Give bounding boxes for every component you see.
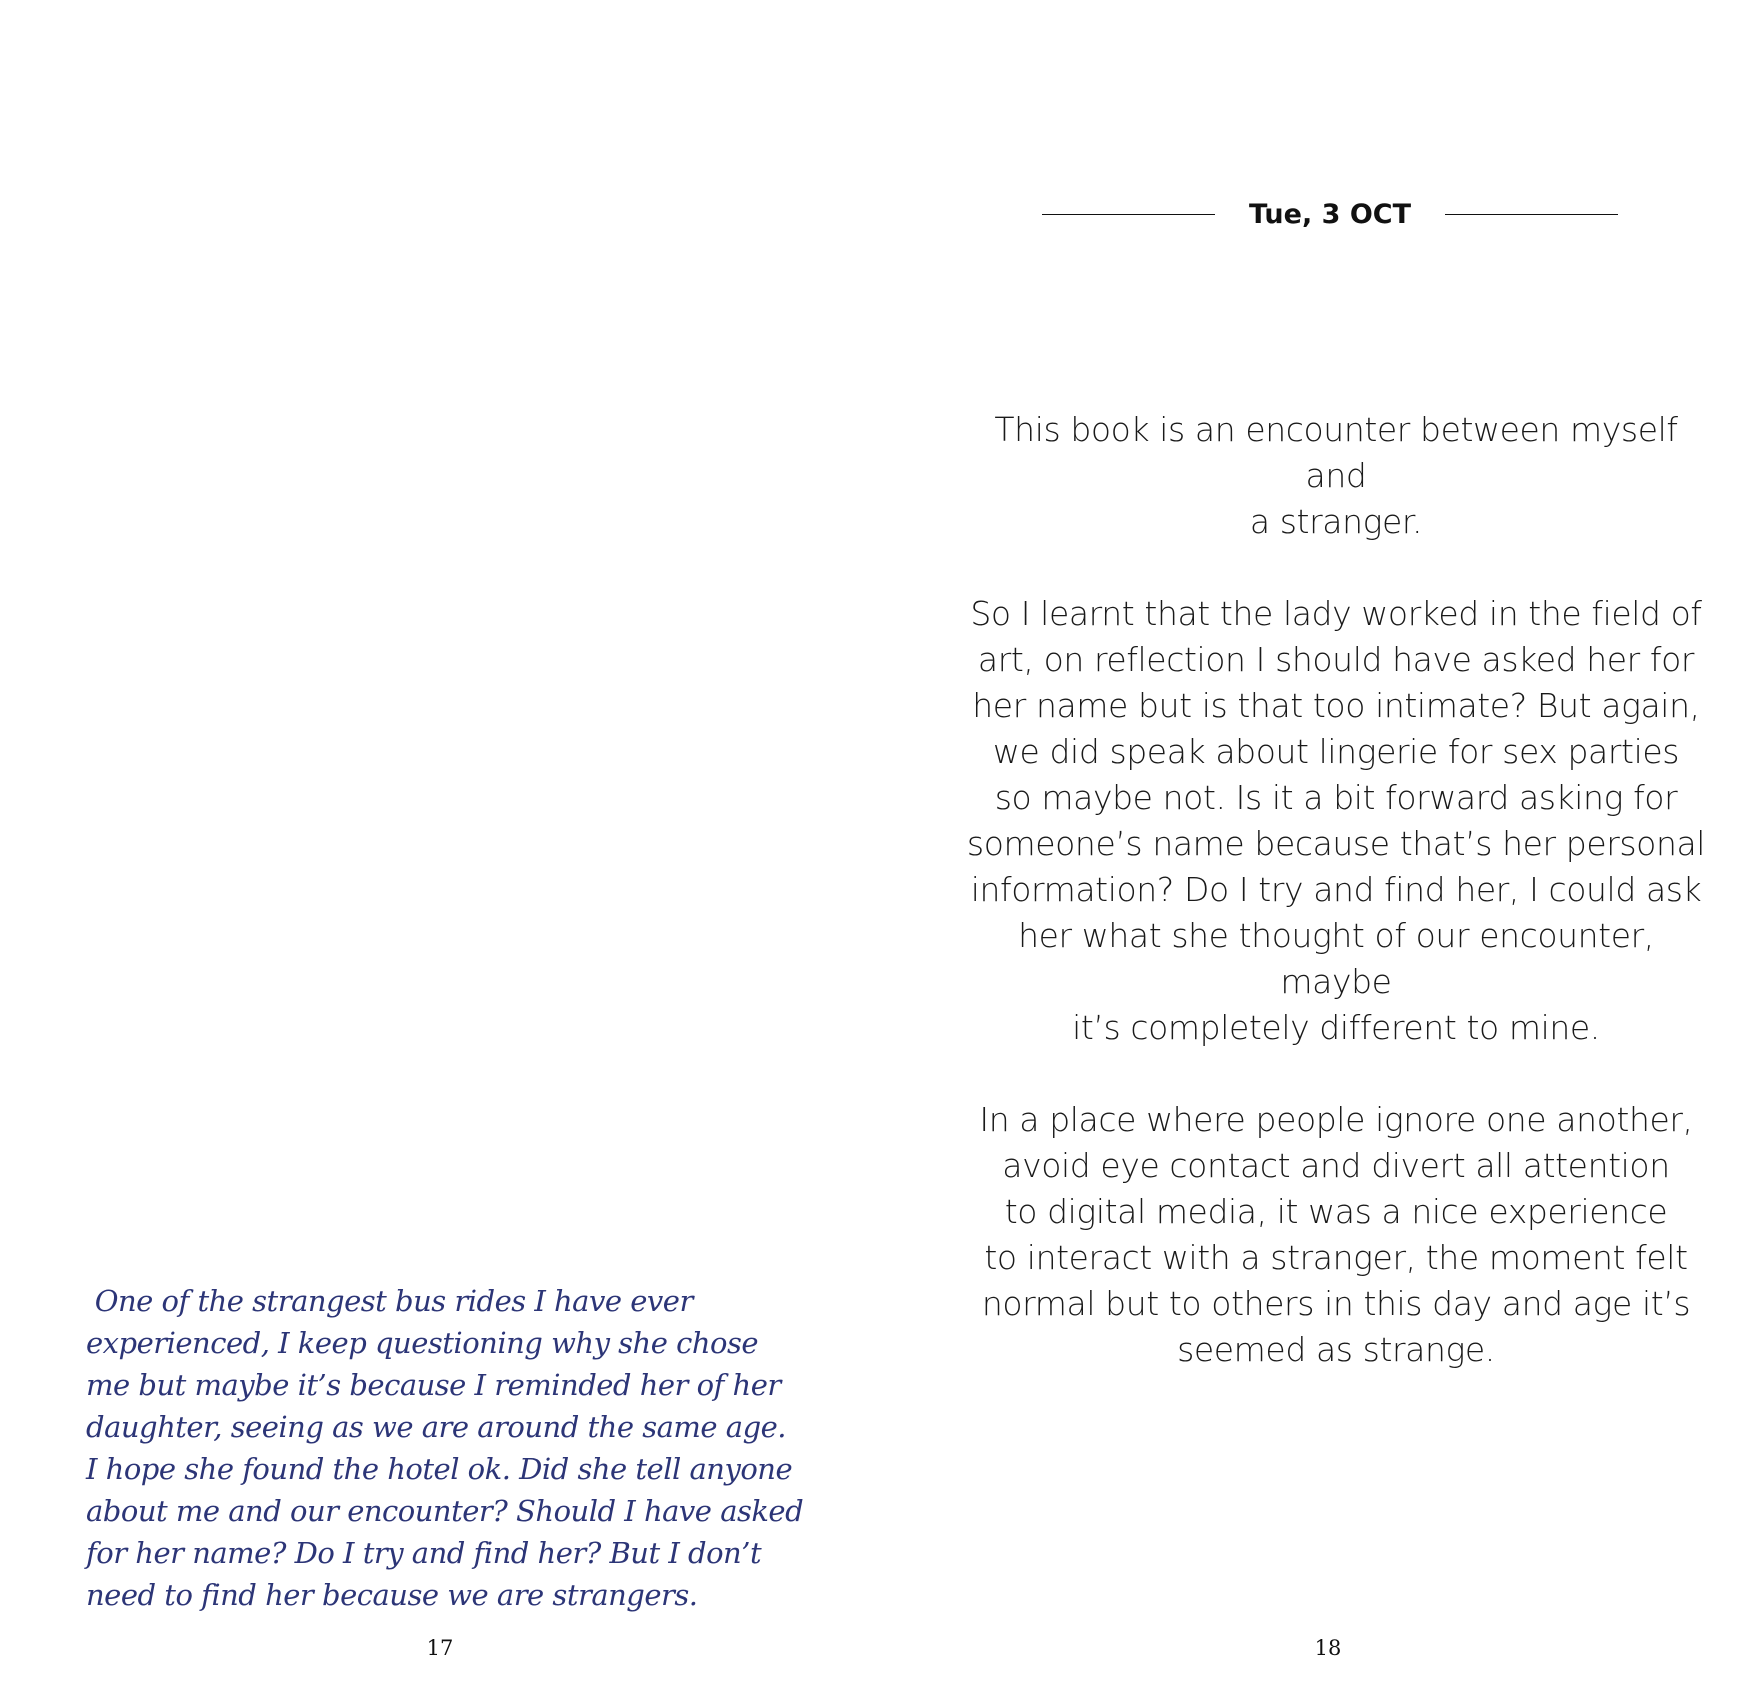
paragraph-intro: This book is an encounter between myself and a stranger.	[994, 410, 1678, 541]
date-rule-left	[1042, 214, 1215, 215]
date-label: Tue, 3 OCT	[1248, 199, 1411, 230]
page-number-right: 18	[1314, 1636, 1342, 1660]
left-page-italic-note: One of the strangest bus rides I have ever experienced, I keep questioning why she chose me but maybe it’s because I reminded her of her daughter, seeing as we are around the same age. I hope she found the hotel ok. Did she tell anyone about me and our encounter? Should I have asked for her name? Do I try and find her? But I don’t need to find her because we are strangers.	[86, 1284, 804, 1612]
right-page-body	[966, 407, 1706, 1373]
paragraph-reflection: So I learnt that the lady worked in the field of art, on reflection I should have asked her for her name but is that too intimate? But again, we did speak about lingerie for sex parties so maybe not. Is it a bit forward asking for someone’s name because that’s her personal information? Do I try and find her, I could ask her what she thought of our encounter, maybe it’s completely different to mine.	[966, 594, 1706, 1047]
paragraph-conclusion: In a place where people ignore one another, avoid eye contact and divert all attention to digital media, it was a nice experience to interact with a stranger, the moment felt normal but to others in this day and age it’s seemed as strange.	[979, 1100, 1693, 1369]
date-rule-right	[1445, 214, 1618, 215]
page-number-left: 17	[426, 1636, 454, 1660]
date-heading	[1042, 195, 1620, 235]
